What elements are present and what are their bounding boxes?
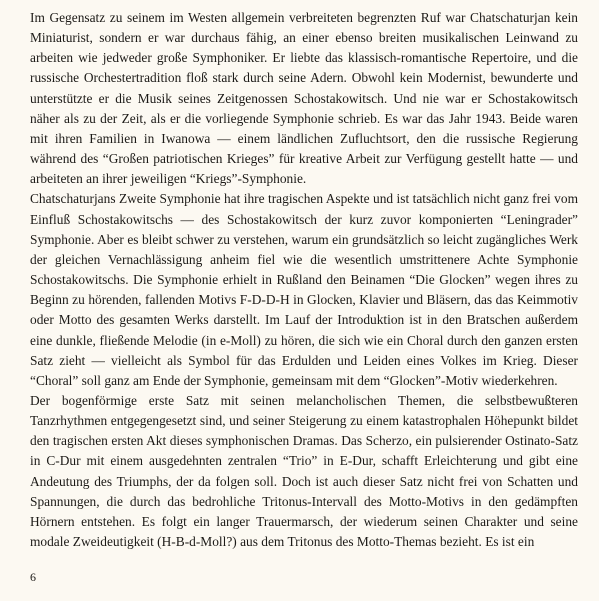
paragraph-3: Der bogenförmige erste Satz mit seinen melancholischen Themen, die selbstbewußteren Tanzrhythmen entgegengesetzt sind, und seiner Steigerung zu einem katastrophalen Höhepunkt bildet den tragischen ersten Akt dieses symphonischen Dramas. Das Scherzo, ein pulsierender Ostinato-Satz in C-Dur mit einem ausgedehnten zentralen “Trio” in E-Dur, schafft Erleichterung und gibt eine Andeutung des Triumphs, der da folgen soll. Doch ist auch dieser Satz nicht frei von Schatten und Spannungen, die durch das bedrohliche Tritonus-Intervall des Motto-Motivs in den gedämpften Hörnern entstehen. Es folgt ein langer Trauermarsch, der wiederum seinen Charakter und seine modale Zweideutigkeit (H-B-d-Moll?) aus dem Tritonus des Motto-Themas bezieht. Es ist ein (30, 392, 578, 550)
page-number: 6 (30, 570, 36, 584)
paragraph-2: Chatschaturjans Zweite Symphonie hat ihre tragischen Aspekte und ist tatsächlich nicht ganz frei vom Einfluß Schostakowitschs — des Schostakowitsch der kurz zuvor komponierten “Leningrader” Symphonie. Aber es bleibt schwer zu verstehen, warum ein grundsätzlich so leicht zugängliches Werk der gleichen Vernachlässigung anheim fiel wie die wesentlich umstrittenere Achte Symphonie Schostakowitschs. Die Symphonie erhielt in Rußland den Beinamen “Die Glocken” wegen ihres zu Beginn zu hörenden, fallenden Motivs F-D-D-H in Glocken, Klavier und Bläsern, das das Keimmotiv oder Motto des gesamten Werks darstellt. Im Lauf der Introduktion ist in den Bratschen außerdem eine dunkle, fließende Melodie (in e-Moll) zu hören, die sich wie ein Choral durch den ganzen ersten Satz zieht — vielleicht als Symbol für das Erdulden und Leiden eines Volkes im Krieg. Dieser “Choral” soll ganz am Ende der Symphonie, gemeinsam mit dem “Glocken”-Motiv wiederkehren. (30, 191, 578, 388)
paragraph-1: Im Gegensatz zu seinem im Westen allgemein verbreiteten begrenzten Ruf war Chatschaturjan kein Miniaturist, sondern er war durchaus fähig, an einer ebenso breiten musikalischen Leinwand zu arbeiten wie jedweder große Symphoniker. Er liebte das klassisch-romantische Repertoire, und die russische Orchestertradition floß stark durch seine Adern. Obwohl kein Modernist, bewunderte und unterstützte er die Musik seines Zeitgenossen Schostakowitsch. Und nie war er Schostakowitsch näher als zu der Zeit, als er die vorliegende Symphonie schrieb. Es war das Jahr 1943. Beide waren mit ihren Familien in Iwanowa — einem ländlichen Zufluchtsort, den die russische Regierung während des “Großen patriotischen Krieges” für kreative Arbeit zur Verfügung gestellt hatte — und arbeiteten an ihrer jeweiligen “Kriegs”-Symphonie. (30, 10, 578, 187)
article-body (30, 8, 578, 552)
